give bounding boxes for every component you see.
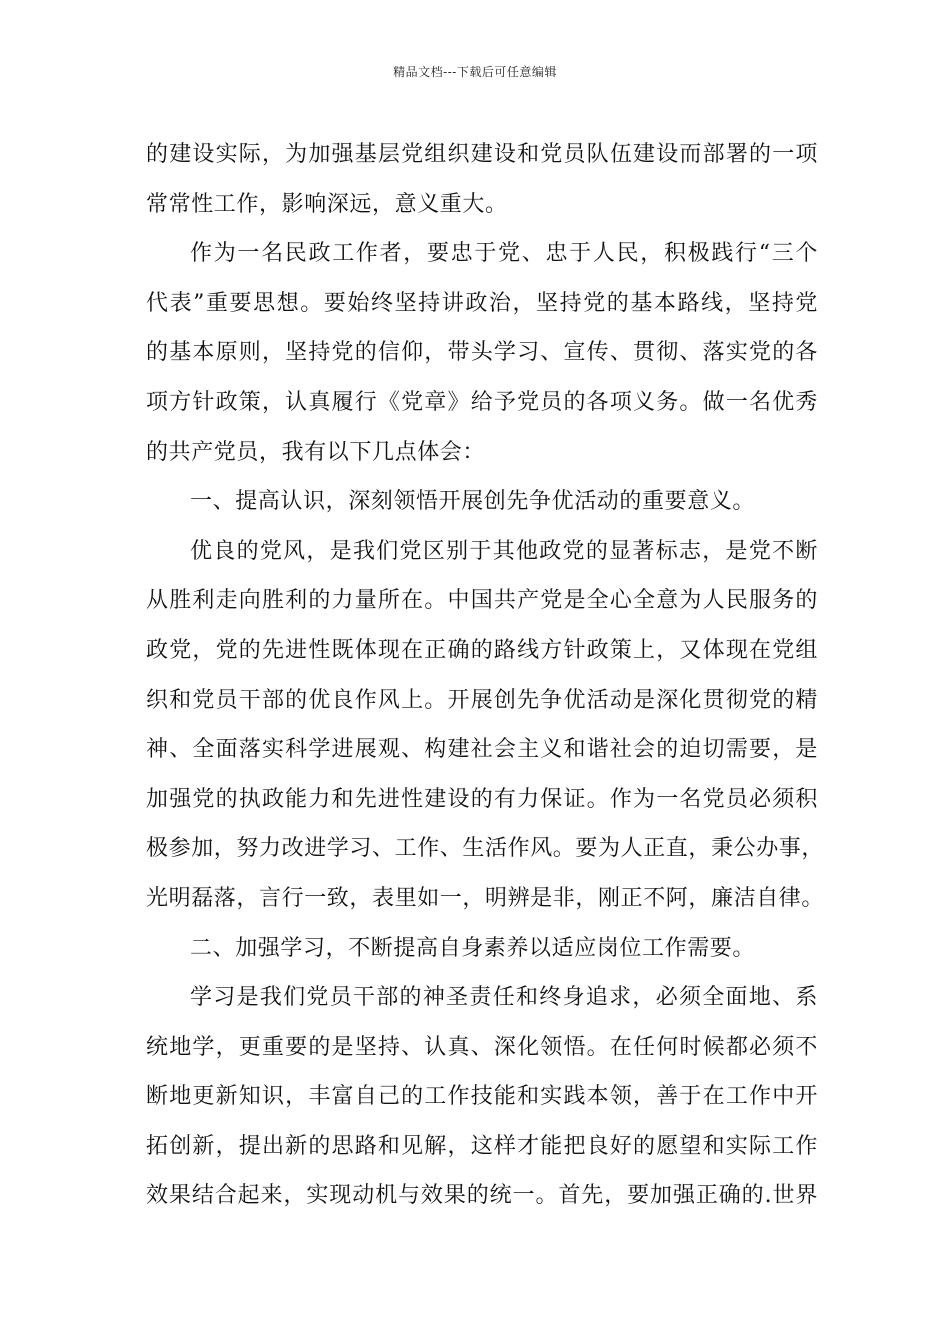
text-line: 统地学，更重要的是坚持、认真、深化领悟。在任何时候都必须不 [146,1034,818,1060]
text-line: 政党，党的先进性既体现在正确的路线方针政策上，又体现在党组 [146,637,818,663]
text-line: 的共产党员，我有以下几点体会： [146,439,486,465]
paragraph-start-line: 作为一名民政工作者，要忠于党、忠于人民，积极践行“三个 [190,241,818,267]
section-heading: 一、提高认识，深刻领悟开展创先争优活动的重要意义。 [190,489,756,515]
text-line: 神、全面落实科学进展观、构建社会主义和谐社会的迫切需要，是 [146,737,818,763]
text-line: 极参加，努力改进学习、工作、生活作风。要为人正直，秉公办事， [146,836,825,862]
text-line: 的建设实际，为加强基层党组织建设和党员队伍建设而部署的一项 [146,142,818,167]
text-line: 光明磊落，言行一致，表里如一，明辨是非，刚正不阿，廉洁自律。 [146,885,825,911]
text-line: 的基本原则，坚持党的信仰，带头学习、宣传、贯彻、落实党的各 [146,340,818,366]
document-body [146,130,825,1221]
paragraph-start-line: 学习是我们党员干部的神圣责任和终身追求，必须全面地、系 [190,985,818,1011]
section-heading: 二、加强学习，不断提高自身素养以适应岗位工作需要。 [190,935,756,961]
text-line: 加强党的执政能力和先进性建设的有力保证。作为一名党员必须积 [146,786,818,812]
text-line: 从胜利走向胜利的力量所在。中国共产党是全心全意为人民服务的 [146,588,818,614]
text-line: 断地更新知识，丰富自己的工作技能和实践本领，善于在工作中开 [146,1084,818,1110]
text-line: 拓创新，提出新的思路和见解，这样才能把良好的愿望和实际工作 [146,1133,818,1159]
text-line: 效果结合起来，实现动机与效果的统一。首先，要加强正确的.世界 [146,1183,818,1209]
text-line: 代表”重要思想。要始终坚持讲政治，坚持党的基本路线，坚持党 [146,290,818,316]
text-line: 项方针政策，认真履行《党章》给予党员的各项义务。做一名优秀 [146,389,818,415]
text-line: 织和党员干部的优良作风上。开展创先争优活动是深化贯彻党的精 [146,687,818,713]
page-header: 精品文档---下载后可任意编辑 [393,65,557,79]
text-line: 常常性工作，影响深远，意义重大。 [146,191,508,217]
paragraph-start-line: 优良的党风，是我们党区别于其他政党的显著标志，是党不断 [190,538,818,564]
